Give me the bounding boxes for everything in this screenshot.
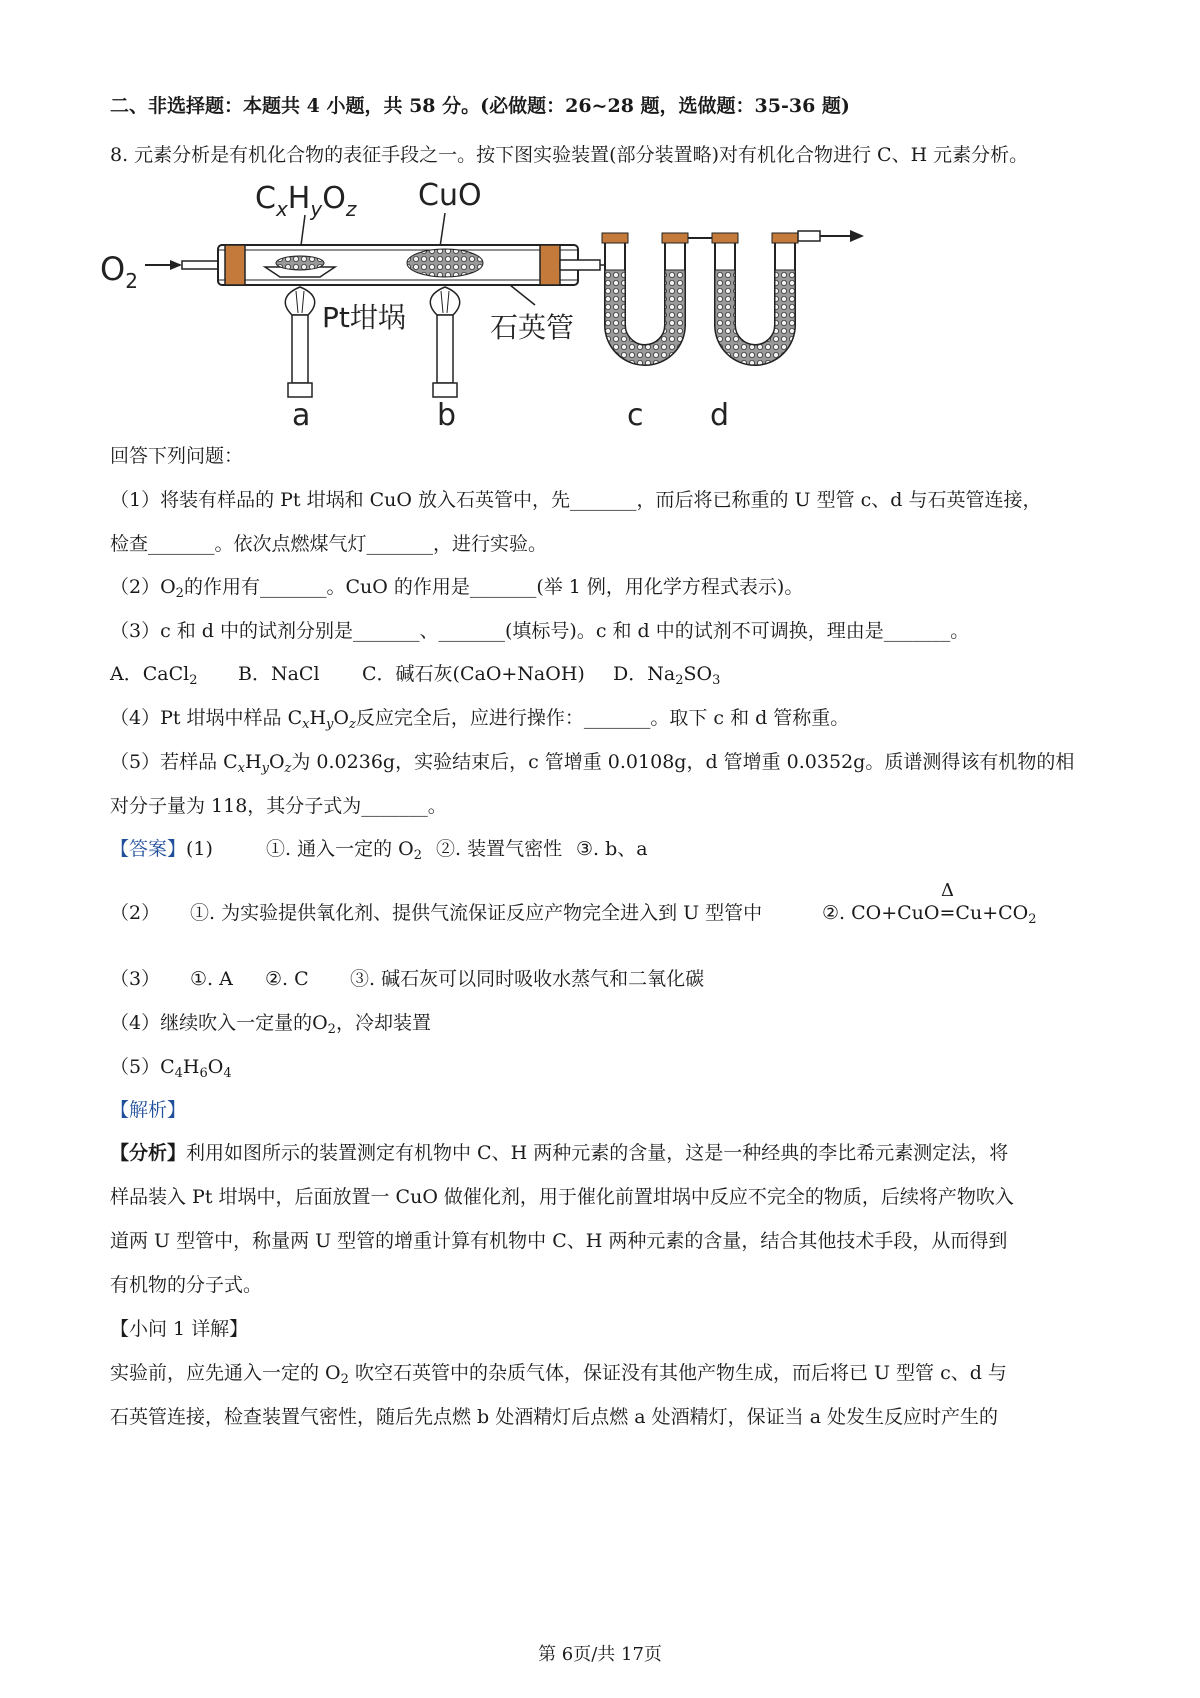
answer-4: （4）继续吹入一定量的$O_2$，冷却装置	[110, 1012, 431, 1037]
option-d: D．$Na_2SO_3$	[613, 663, 721, 688]
subquestion-1-line2: 石英管连接，检查装置气密性，随后先点燃 b 处酒精灯后点燃 a 处酒精灯，保证当 a 处发生反应时产生的	[110, 1406, 999, 1428]
part2: $(2)O_2$的作用有_______。CuO 的作用是_______(举 1 例，用化学方程式表示)。	[110, 576, 804, 601]
label-d: d	[710, 398, 730, 433]
part1-line2: 检查_______。依次点燃煤气灯_______，进行实验。	[110, 533, 548, 555]
part5-line1: （5）若样品 $C_xH_yO_z$为 0.0236g，实验结束后，c 管增重 0.0108g，d 管增重 0.0352g。质谱测得该有机物的相	[110, 751, 1075, 776]
label-c: c	[627, 398, 644, 433]
analysis-line2: 样品装入 Pt 坩埚中，后面放置一 CuO 做催化剂，用于催化前置坩埚中反应不完全的物质，后续将产物吹入	[110, 1186, 1014, 1208]
pt-crucible-label: Pt坩埚	[322, 301, 406, 334]
analysis-line4: 有机物的分子式。	[110, 1274, 263, 1296]
options-row	[110, 661, 720, 687]
sample-formula-label: $C_xH_yO_z$	[255, 181, 357, 221]
u-tube-c	[600, 233, 688, 365]
part4: （4）Pt 坩埚中样品 $C_xH_yO_z$反应完全后，应进行操作：_______。取下 c 和 d 管称重。	[110, 707, 850, 732]
option-a: A．CaCl$_2$	[110, 663, 198, 688]
cuo-label: CuO	[418, 178, 482, 213]
part5-line2: 对分子量为 118，其分子式为_______。	[110, 795, 447, 817]
o2-label: $O_2$	[100, 250, 138, 293]
analysis-line1: 【分析】利用如图所示的装置测定有机物中 C、H 两种元素的含量，这是一种经典的李比希元素测定法，将	[110, 1142, 1009, 1164]
quartz-tube-label: 石英管	[490, 311, 575, 344]
part1-line1: （1）将装有样品的 Pt 坩埚和 CuO 放入石英管中，先_______，而后将已称重的 U 型管 c、d 与石英管连接，	[110, 489, 1042, 511]
subquestion-1-title: 【小问 1 详解】	[110, 1318, 249, 1340]
page-footer: 第 6页/共 17页	[538, 1644, 662, 1665]
option-b: B．NaCl	[238, 663, 320, 685]
answer-1: 【答案】(1) ①. 通入一定的 $O_2$ ②. 装置气密性 ③. b、a	[110, 838, 648, 863]
analysis-tag: 【解析】	[110, 1099, 187, 1121]
option-c: C．碱石灰(CaO+NaOH)	[362, 663, 585, 685]
part3: （3）c 和 d 中的试剂分别是_______、_______(填标号)。c 和 d 中的试剂不可调换，理由是_______。	[110, 620, 970, 642]
answer-2: （2） ①. 为实验提供氧化剂、提供气流保证反应产物完全进入到 U 型管中 ②. CO+CuO Δ $=Cu+CO_2$	[110, 880, 1037, 927]
answer-3: （3） ①. A ②. C ③. 碱石灰可以同时吸收水蒸气和二氧化碳	[110, 968, 705, 990]
question-prompt: 回答下列问题：	[110, 445, 244, 467]
section-header: 二、非选择题：本题共 4 小题，共 58 分。(必做题：26~28 题，选做题：35-36 题)	[110, 95, 850, 117]
u-tube-d	[712, 233, 798, 365]
apparatus-figure	[100, 175, 900, 435]
answer-5: $(5)C_4H_6O_4$	[110, 1056, 232, 1081]
label-b: b	[437, 398, 457, 433]
label-a: a	[292, 398, 311, 433]
quartz-tube	[218, 245, 578, 285]
subquestion-1-line1: 实验前，应先通入一定的 $O_2$ 吹空石英管中的杂质气体，保证没有其他产物生成，而后将已 U 型管 c、d 与	[110, 1362, 1007, 1387]
question-stem: 8. 元素分析是有机化合物的表征手段之一。按下图实验装置(部分装置略)对有机化合物进行 C、H 元素分析。	[110, 144, 1029, 166]
analysis-line3: 道两 U 型管中，称量两 U 型管的增重计算有机物中 C、H 两种元素的含量，结合其他技术手段，从而得到	[110, 1230, 1008, 1252]
answer-tag: 【答案】	[110, 838, 187, 860]
